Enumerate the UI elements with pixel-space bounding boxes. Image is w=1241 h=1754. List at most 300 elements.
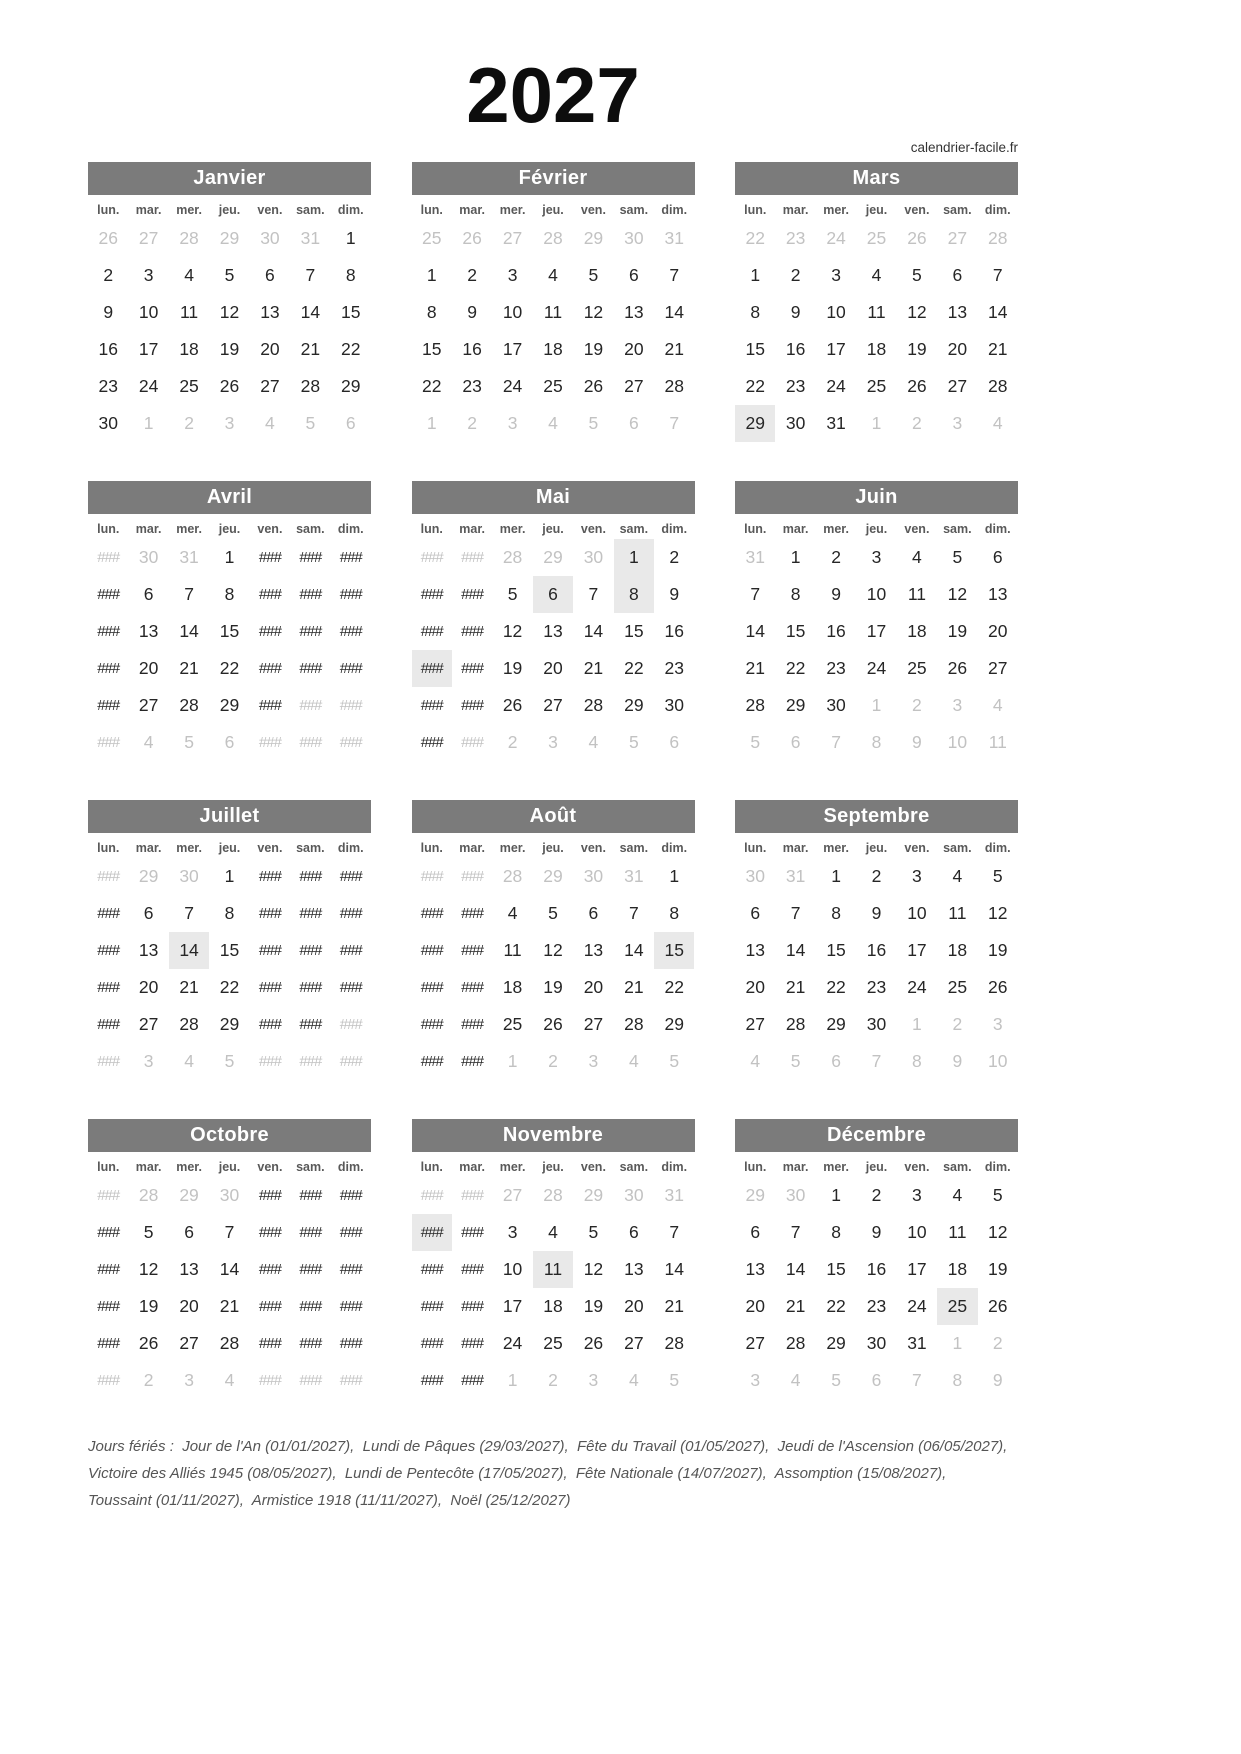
holiday-day-cell: 15 xyxy=(654,932,694,969)
day-cell: 27 xyxy=(947,228,968,248)
day-cell: 12 xyxy=(947,584,968,604)
weekday-label: mar. xyxy=(782,841,809,855)
day-cell: 5 xyxy=(588,413,599,433)
day-cell: 10 xyxy=(907,903,927,923)
day-cell: 20 xyxy=(988,621,1008,641)
day-cell: 7 xyxy=(992,265,1003,285)
day-cell: 1 xyxy=(143,413,154,433)
overflow-hash-cell: ### xyxy=(97,868,120,885)
weekday-label: dim. xyxy=(337,841,364,855)
day-cell: 1 xyxy=(224,547,235,567)
overflow-hash-cell: ### xyxy=(461,660,484,677)
day-cell: 11 xyxy=(948,1222,967,1242)
day-cell: 1 xyxy=(224,866,235,886)
day-cell: 16 xyxy=(826,621,846,641)
days-grid xyxy=(412,1177,695,1399)
overflow-hash-cell: ### xyxy=(339,1053,362,1070)
month-title: Octobre xyxy=(88,1119,371,1152)
day-cell: 28 xyxy=(543,1185,563,1205)
day-cell: 1 xyxy=(831,866,841,886)
day-cell: 8 xyxy=(831,1222,841,1242)
overflow-hash-cell: ### xyxy=(461,734,484,751)
day-cell: 7 xyxy=(628,903,639,923)
day-cell: 16 xyxy=(866,1259,887,1279)
overflow-hash-cell: ### xyxy=(299,979,322,996)
day-cell: 29 xyxy=(543,866,563,886)
overflow-hash-cell: ### xyxy=(339,549,362,566)
day-cell: 29 xyxy=(826,1333,846,1353)
day-cell: 22 xyxy=(219,658,240,678)
days-grid xyxy=(735,220,1018,442)
day-cell: 5 xyxy=(507,584,518,604)
day-cell: 19 xyxy=(583,1296,604,1316)
day-cell: 15 xyxy=(219,940,240,960)
day-cell: 12 xyxy=(988,903,1008,923)
weekday-label: mar. xyxy=(459,1160,485,1174)
day-cell: 2 xyxy=(103,265,114,285)
day-cell: 30 xyxy=(98,413,118,433)
overflow-hash-cell: ### xyxy=(339,1298,362,1315)
overflow-hash-cell: ### xyxy=(299,660,322,677)
overflow-hash-cell: ### xyxy=(97,1224,120,1241)
day-cell: 3 xyxy=(224,413,235,433)
weekday-header-row xyxy=(735,515,1018,539)
weekday-label: ven. xyxy=(580,203,606,217)
day-cell: 28 xyxy=(624,1014,644,1034)
overflow-hash-cell: ### xyxy=(258,1335,281,1352)
overflow-hash-cell: ### xyxy=(97,1053,120,1070)
day-cell: 5 xyxy=(669,1370,680,1390)
day-cell: 20 xyxy=(138,977,159,997)
weekday-label: dim. xyxy=(984,1160,1011,1174)
overflow-hash-cell: ### xyxy=(299,623,322,640)
overflow-hash-cell: ### xyxy=(97,1016,120,1033)
weekday-label: jeu. xyxy=(542,841,564,855)
day-cell: 30 xyxy=(664,695,684,715)
overflow-hash-cell: ### xyxy=(258,1224,281,1241)
day-cell: 4 xyxy=(871,265,882,285)
day-cell: 9 xyxy=(467,302,477,322)
day-cell: 31 xyxy=(664,228,684,248)
weekday-label: ven. xyxy=(257,522,283,536)
day-cell: 2 xyxy=(790,265,801,285)
day-cell: 3 xyxy=(507,1222,518,1242)
day-cell: 4 xyxy=(507,903,518,923)
weekday-label: jeu. xyxy=(865,203,888,217)
overflow-hash-cell: ### xyxy=(299,868,322,885)
overflow-hash-cell: ### xyxy=(420,734,443,751)
overflow-hash-cell: ### xyxy=(420,868,443,885)
day-cell: 7 xyxy=(750,584,761,604)
day-cell: 10 xyxy=(138,302,159,322)
day-cell: 1 xyxy=(507,1370,518,1390)
day-cell: 17 xyxy=(907,1259,927,1279)
day-cell: 8 xyxy=(224,584,235,604)
day-cell: 28 xyxy=(988,376,1008,396)
day-cell: 5 xyxy=(305,413,316,433)
weekday-label: mer. xyxy=(823,522,849,536)
day-cell: 13 xyxy=(745,940,765,960)
day-cell: 13 xyxy=(179,1259,199,1279)
weekday-header-row xyxy=(735,834,1018,858)
overflow-hash-cell: ### xyxy=(339,905,362,922)
day-cell: 19 xyxy=(543,977,563,997)
overflow-hash-cell: ### xyxy=(420,905,443,922)
day-cell: 21 xyxy=(583,658,604,678)
day-cell: 14 xyxy=(624,940,644,960)
month-avril xyxy=(88,481,371,761)
month-septembre xyxy=(735,800,1018,1080)
day-cell: 8 xyxy=(871,732,882,752)
day-cell: 10 xyxy=(907,1222,927,1242)
day-cell: 9 xyxy=(831,584,841,604)
weekday-label: mar. xyxy=(782,522,809,536)
overflow-hash-cell: ### xyxy=(97,1187,120,1204)
day-cell: 3 xyxy=(750,1370,761,1390)
day-cell: 2 xyxy=(467,265,477,285)
weekday-label: ven. xyxy=(580,841,606,855)
days-grid xyxy=(88,539,371,761)
day-cell: 4 xyxy=(548,413,558,433)
day-cell: 29 xyxy=(219,1014,240,1034)
weekday-header-row xyxy=(412,515,695,539)
day-cell: 14 xyxy=(300,302,321,322)
site-watermark: calendrier-facile.fr xyxy=(910,140,1018,155)
day-cell: 13 xyxy=(745,1259,765,1279)
day-cell: 5 xyxy=(669,1051,680,1071)
overflow-hash-cell: ### xyxy=(420,1372,443,1389)
overflow-hash-cell: ### xyxy=(299,905,322,922)
day-cell: 21 xyxy=(785,1296,806,1316)
day-cell: 27 xyxy=(745,1333,765,1353)
day-cell: 7 xyxy=(669,1222,680,1242)
day-cell: 30 xyxy=(138,547,159,567)
day-cell: 1 xyxy=(790,547,801,567)
overflow-hash-cell: ### xyxy=(339,979,362,996)
holiday-day-cell: 14 xyxy=(169,932,209,969)
overflow-hash-cell: ### xyxy=(461,1053,484,1070)
overflow-hash-cell: ### xyxy=(299,1016,322,1033)
month-title: Mars xyxy=(735,162,1018,195)
overflow-hash-cell: ### xyxy=(258,1298,281,1315)
overflow-hash-cell: ### xyxy=(339,734,362,751)
weekday-label: ven. xyxy=(580,1160,606,1174)
weekday-label: sam. xyxy=(943,1160,972,1174)
day-cell: 18 xyxy=(179,339,199,359)
day-cell: 11 xyxy=(907,584,926,604)
overflow-hash-cell: ### xyxy=(97,623,120,640)
weekday-label: jeu. xyxy=(218,522,241,536)
overflow-hash-cell: ### xyxy=(299,549,322,566)
weekday-label: sam. xyxy=(619,522,649,536)
day-cell: 26 xyxy=(98,228,118,248)
weekday-label: sam. xyxy=(943,841,972,855)
day-cell: 4 xyxy=(628,1370,639,1390)
day-cell: 22 xyxy=(624,658,644,678)
day-cell: 30 xyxy=(785,1185,806,1205)
day-cell: 19 xyxy=(502,658,523,678)
weekday-label: ven. xyxy=(904,203,930,217)
day-cell: 1 xyxy=(426,413,437,433)
day-cell: 20 xyxy=(138,658,159,678)
day-cell: 26 xyxy=(947,658,968,678)
day-cell: 23 xyxy=(785,228,806,248)
holidays-note-line: Victoire des Alliés 1945 (08/05/2027), Lundi de Pentecôte (17/05/2027), Fête Nationale (14/07/2027), Assomption (15/08/2027), xyxy=(88,1465,947,1482)
day-cell: 29 xyxy=(826,1014,846,1034)
day-cell: 19 xyxy=(907,339,927,359)
day-cell: 3 xyxy=(952,413,963,433)
weekday-label: dim. xyxy=(984,522,1011,536)
overflow-hash-cell: ### xyxy=(258,942,281,959)
weekday-label: lun. xyxy=(744,203,767,217)
day-cell: 9 xyxy=(871,903,882,923)
weekday-label: dim. xyxy=(337,203,364,217)
holiday-day-cell: 11 xyxy=(533,1251,573,1288)
day-cell: 7 xyxy=(790,903,801,923)
day-cell: 25 xyxy=(947,977,968,997)
month-mai xyxy=(412,481,695,761)
day-cell: 6 xyxy=(184,1222,194,1242)
overflow-hash-cell: ### xyxy=(258,1261,281,1278)
overflow-hash-cell: ### xyxy=(299,1187,322,1204)
day-cell: 3 xyxy=(871,547,882,567)
day-cell: 3 xyxy=(952,695,963,715)
day-cell: 30 xyxy=(866,1333,887,1353)
day-cell: 14 xyxy=(785,940,806,960)
day-cell: 7 xyxy=(588,584,599,604)
weekday-label: lun. xyxy=(744,1160,767,1174)
day-cell: 2 xyxy=(871,866,882,886)
day-cell: 30 xyxy=(866,1014,887,1034)
day-cell: 14 xyxy=(785,1259,806,1279)
overflow-hash-cell: ### xyxy=(461,1372,484,1389)
weekday-label: dim. xyxy=(984,203,1011,217)
day-cell: 6 xyxy=(143,903,154,923)
day-cell: 20 xyxy=(745,977,765,997)
month-title: Juin xyxy=(735,481,1018,514)
overflow-hash-cell: ### xyxy=(258,734,281,751)
day-cell: 15 xyxy=(624,621,644,641)
day-cell: 5 xyxy=(224,1051,235,1071)
day-cell: 10 xyxy=(502,302,523,322)
day-cell: 13 xyxy=(138,940,159,960)
day-cell: 6 xyxy=(628,1222,639,1242)
day-cell: 24 xyxy=(907,977,927,997)
day-cell: 20 xyxy=(624,1296,644,1316)
overflow-hash-cell: ### xyxy=(339,868,362,885)
day-cell: 21 xyxy=(988,339,1008,359)
day-cell: 28 xyxy=(502,547,523,567)
day-cell: 31 xyxy=(785,866,806,886)
day-cell: 3 xyxy=(912,866,922,886)
day-cell: 28 xyxy=(745,695,765,715)
day-cell: 30 xyxy=(745,866,765,886)
weekday-label: mer. xyxy=(499,203,526,217)
overflow-hash-cell: ### xyxy=(299,1224,322,1241)
day-cell: 4 xyxy=(750,1051,761,1071)
day-cell: 1 xyxy=(669,866,680,886)
day-cell: 9 xyxy=(790,302,801,322)
weekday-label: lun. xyxy=(420,1160,443,1174)
weekday-label: mer. xyxy=(176,1160,202,1174)
overflow-hash-cell: ### xyxy=(339,1187,362,1204)
month-title: Janvier xyxy=(88,162,371,195)
day-cell: 1 xyxy=(871,413,882,433)
day-cell: 4 xyxy=(790,1370,801,1390)
day-cell: 30 xyxy=(219,1185,240,1205)
month-janvier xyxy=(88,162,371,442)
day-cell: 15 xyxy=(826,940,846,960)
day-cell: 4 xyxy=(548,1222,558,1242)
day-cell: 7 xyxy=(669,413,680,433)
day-cell: 6 xyxy=(224,732,235,752)
day-cell: 12 xyxy=(907,302,927,322)
day-cell: 2 xyxy=(548,1370,558,1390)
day-cell: 13 xyxy=(624,1259,644,1279)
weekday-label: ven. xyxy=(904,1160,930,1174)
day-cell: 7 xyxy=(184,584,194,604)
day-cell: 21 xyxy=(664,1296,684,1316)
day-cell: 11 xyxy=(948,903,967,923)
day-cell: 29 xyxy=(138,866,159,886)
day-cell: 22 xyxy=(341,339,361,359)
day-cell: 22 xyxy=(421,376,442,396)
day-cell: 1 xyxy=(345,228,356,248)
month-title: Février xyxy=(412,162,695,195)
day-cell: 27 xyxy=(502,1185,523,1205)
day-cell: 2 xyxy=(548,1051,558,1071)
day-cell: 4 xyxy=(184,1051,194,1071)
overflow-hash-cell: ### xyxy=(339,1224,362,1241)
day-cell: 1 xyxy=(507,1051,518,1071)
day-cell: 18 xyxy=(907,621,927,641)
day-cell: 29 xyxy=(745,1185,765,1205)
weekday-label: mar. xyxy=(782,203,809,217)
day-cell: 21 xyxy=(300,339,321,359)
overflow-hash-cell: ### xyxy=(420,942,443,959)
overflow-hash-cell: ### xyxy=(339,1372,362,1389)
day-cell: 3 xyxy=(143,265,154,285)
day-cell: 23 xyxy=(462,376,482,396)
days-grid xyxy=(412,220,695,442)
day-cell: 7 xyxy=(669,265,680,285)
holiday-day-cell: 25 xyxy=(937,1288,977,1325)
overflow-hash-cell: ### xyxy=(461,697,484,714)
day-cell: 1 xyxy=(952,1333,963,1353)
day-cell: 9 xyxy=(952,1051,963,1071)
day-cell: 10 xyxy=(947,732,968,752)
day-cell: 5 xyxy=(952,547,963,567)
weekday-header-row xyxy=(412,834,695,858)
day-cell: 7 xyxy=(224,1222,235,1242)
overflow-hash-cell: ### xyxy=(420,586,443,603)
day-cell: 10 xyxy=(826,302,846,322)
day-cell: 12 xyxy=(219,302,240,322)
day-cell: 27 xyxy=(947,376,968,396)
weekday-label: lun. xyxy=(744,522,767,536)
weekday-header-row xyxy=(88,196,371,220)
day-cell: 27 xyxy=(583,1014,604,1034)
overflow-hash-cell: ### xyxy=(258,1053,281,1070)
day-cell: 11 xyxy=(503,940,522,960)
weekday-header-row xyxy=(88,515,371,539)
day-cell: 1 xyxy=(912,1014,922,1034)
weekday-label: mar. xyxy=(135,522,162,536)
day-cell: 5 xyxy=(992,1185,1003,1205)
day-cell: 21 xyxy=(664,339,684,359)
weekday-label: sam. xyxy=(943,522,972,536)
day-cell: 25 xyxy=(907,658,927,678)
weekday-label: ven. xyxy=(257,203,283,217)
day-cell: 6 xyxy=(992,547,1003,567)
month-title: Mai xyxy=(412,481,695,514)
day-cell: 18 xyxy=(947,1259,968,1279)
weekday-label: dim. xyxy=(661,1160,688,1174)
month-title: Novembre xyxy=(412,1119,695,1152)
overflow-hash-cell: ### xyxy=(97,1335,120,1352)
overflow-hash-cell: ### xyxy=(339,660,362,677)
overflow-hash-cell: ### xyxy=(97,1261,120,1278)
day-cell: 17 xyxy=(138,339,159,359)
weekday-header-row xyxy=(412,1153,695,1177)
day-cell: 8 xyxy=(912,1051,922,1071)
day-cell: 4 xyxy=(184,265,194,285)
day-cell: 23 xyxy=(826,658,846,678)
day-cell: 16 xyxy=(462,339,482,359)
weekday-label: ven. xyxy=(580,522,606,536)
month-title: Juillet xyxy=(88,800,371,833)
day-cell: 21 xyxy=(624,977,644,997)
day-cell: 14 xyxy=(179,621,199,641)
day-cell: 29 xyxy=(543,547,563,567)
day-cell: 26 xyxy=(462,228,482,248)
day-cell: 4 xyxy=(265,413,275,433)
day-cell: 26 xyxy=(219,376,240,396)
month-juin xyxy=(735,481,1018,761)
day-cell: 13 xyxy=(543,621,563,641)
day-cell: 1 xyxy=(831,1185,841,1205)
overflow-hash-cell: ### xyxy=(420,697,443,714)
day-cell: 15 xyxy=(219,621,240,641)
overflow-hash-cell: ### xyxy=(299,697,322,714)
day-cell: 4 xyxy=(952,866,963,886)
weekday-label: mar. xyxy=(135,841,162,855)
day-cell: 6 xyxy=(143,584,154,604)
overflow-hash-cell: ### xyxy=(339,1335,362,1352)
day-cell: 28 xyxy=(138,1185,159,1205)
day-cell: 30 xyxy=(260,228,280,248)
day-cell: 24 xyxy=(138,376,159,396)
weekday-label: jeu. xyxy=(218,841,241,855)
day-cell: 20 xyxy=(260,339,280,359)
overflow-hash-cell: ### xyxy=(97,979,120,996)
day-cell: 2 xyxy=(912,695,922,715)
day-cell: 5 xyxy=(912,265,922,285)
day-cell: 18 xyxy=(502,977,523,997)
day-cell: 20 xyxy=(745,1296,765,1316)
day-cell: 12 xyxy=(583,1259,604,1279)
day-cell: 24 xyxy=(826,228,846,248)
day-cell: 6 xyxy=(265,265,275,285)
day-cell: 30 xyxy=(624,228,644,248)
day-cell: 21 xyxy=(179,658,199,678)
day-cell: 24 xyxy=(826,376,846,396)
overflow-hash-cell: ### xyxy=(97,697,120,714)
day-cell: 26 xyxy=(907,376,927,396)
day-cell: 25 xyxy=(179,376,199,396)
overflow-hash-cell: ### xyxy=(258,623,281,640)
day-cell: 12 xyxy=(502,621,523,641)
